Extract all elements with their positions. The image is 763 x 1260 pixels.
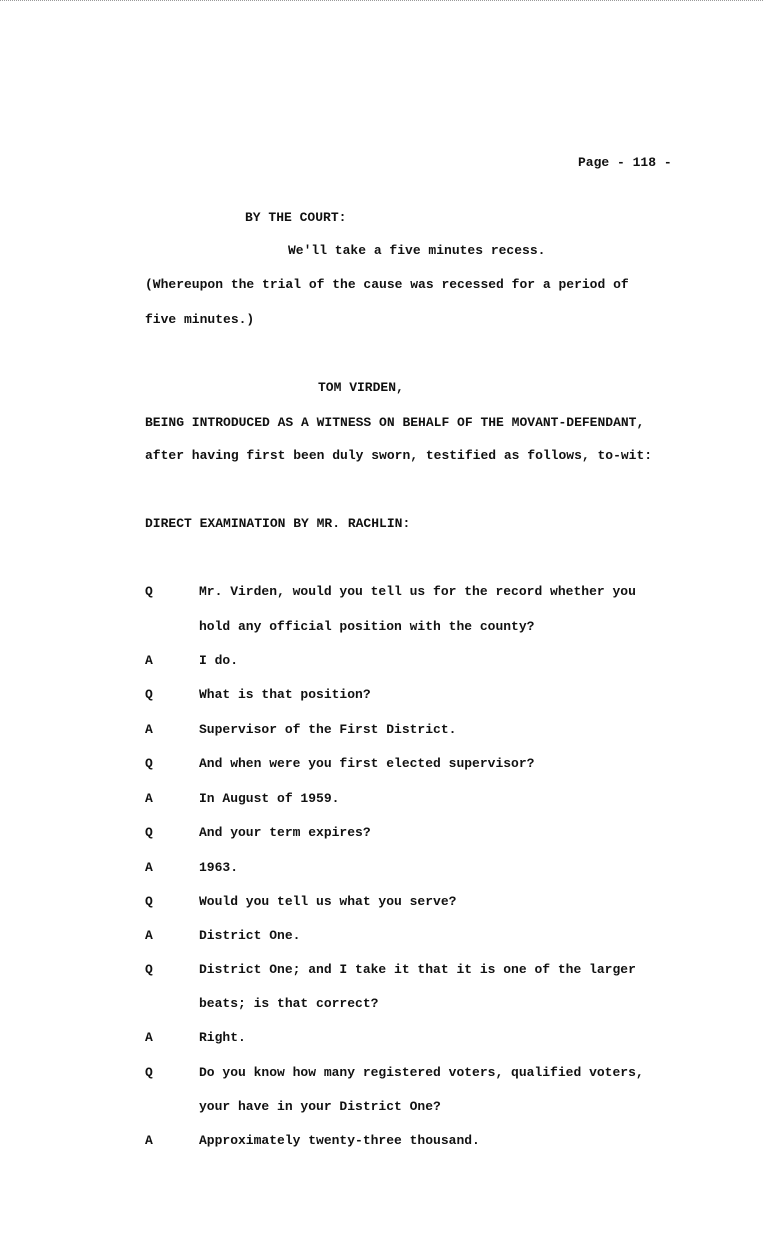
- qa-line: Approximately twenty-three thousand.: [199, 1133, 480, 1148]
- witness-intro-line-1: BEING INTRODUCED AS A WITNESS ON BEHALF OF THE MOVANT-DEFENDANT,: [145, 415, 645, 430]
- qa-line: beats; is that correct?: [199, 996, 379, 1011]
- qa-line: Supervisor of the First District.: [199, 722, 457, 737]
- qa-line: Do you know how many registered voters, qualified voters,: [199, 1065, 644, 1080]
- qa-line: 1963.: [199, 860, 239, 875]
- speaker-letter: A: [145, 928, 153, 943]
- qa-line: Would you tell us what you serve?: [199, 894, 457, 909]
- examination-heading: DIRECT EXAMINATION BY MR. RACHLIN:: [145, 516, 411, 531]
- speaker-letter: Q: [145, 687, 153, 702]
- speaker-letter: A: [145, 1030, 153, 1045]
- recess-note-line-2: five minutes.): [145, 312, 255, 327]
- speaker-letter: Q: [145, 584, 153, 599]
- speaker-letter: Q: [145, 894, 153, 909]
- qa-line: Right.: [199, 1030, 246, 1045]
- witness-intro-line-2: after having first been duly sworn, testified as follows, to-wit:: [145, 448, 653, 463]
- page-top-border: [0, 0, 763, 4]
- page-number: Page - 118 -: [578, 155, 672, 170]
- speaker-letter: Q: [145, 756, 153, 771]
- court-statement: We'll take a five minutes recess.: [288, 243, 546, 258]
- qa-line: District One; and I take it that it is one of the larger: [199, 962, 636, 977]
- witness-name: TOM VIRDEN,: [318, 380, 404, 395]
- qa-line: District One.: [199, 928, 301, 943]
- speaker-heading: BY THE COURT:: [245, 210, 347, 225]
- qa-line: What is that position?: [199, 687, 371, 702]
- speaker-letter: A: [145, 653, 153, 668]
- qa-line: And your term expires?: [199, 825, 371, 840]
- speaker-letter: A: [145, 722, 153, 737]
- speaker-letter: Q: [145, 825, 153, 840]
- recess-note-line-1: (Whereupon the trial of the cause was recessed for a period of: [145, 277, 629, 292]
- speaker-letter: A: [145, 860, 153, 875]
- qa-line: And when were you first elected supervisor?: [199, 756, 535, 771]
- speaker-letter: A: [145, 1133, 153, 1148]
- qa-line: hold any official position with the county?: [199, 619, 535, 634]
- speaker-letter: Q: [145, 1065, 153, 1080]
- qa-line: Mr. Virden, would you tell us for the record whether you: [199, 584, 636, 599]
- speaker-letter: A: [145, 791, 153, 806]
- qa-line: your have in your District One?: [199, 1099, 441, 1114]
- qa-line: In August of 1959.: [199, 791, 340, 806]
- speaker-letter: Q: [145, 962, 153, 977]
- qa-line: I do.: [199, 653, 239, 668]
